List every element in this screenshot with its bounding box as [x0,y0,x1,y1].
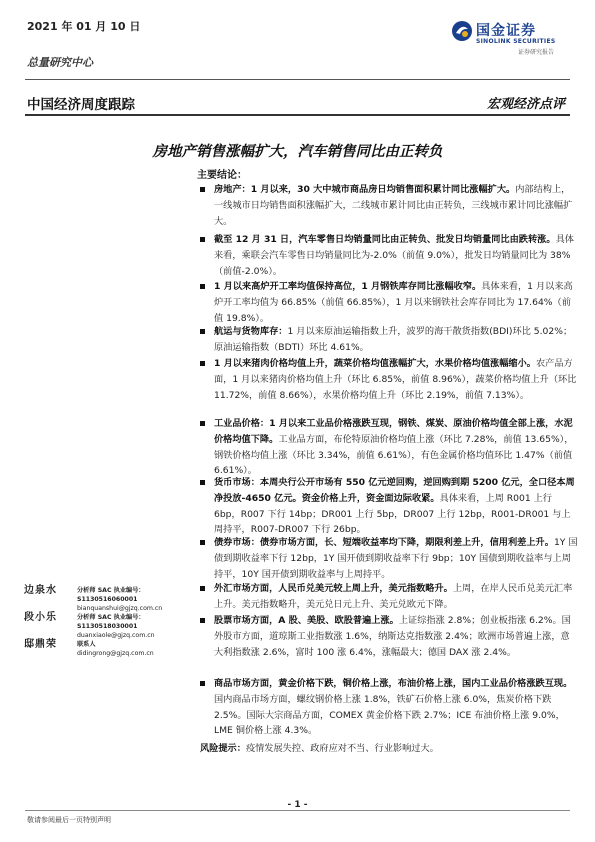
bullet-bold: 1 月以来猪肉价格均值上升，蔬菜价格均值涨幅扩大，水果价格均值涨幅缩小。 [214,358,536,369]
bullet-text: 具体来看，1 月以来高炉开工率均值为 66.85%（前值 66.85%），1 月以来钢铁社会库存同比为 17.64%（前值 19.8%）。 [214,281,573,324]
risk-warning [200,740,439,754]
logo-cn: 国金证券 [476,23,536,39]
analyst-role: 联系人 [77,641,96,648]
header-divider [25,79,570,80]
bullet-bold: 商品市场方面，黄金价格下跌，铜价格上涨，布油价格上涨，国内工业品价格涨跌互现。 [214,678,573,689]
analyst-name: 邸鼎荣 [24,639,57,650]
bullet-marker [200,480,205,485]
bullet-bold: 债券市场：债券市场方面，长、短端收益率均下降，期限利差上升，信用利差上升。 [214,537,554,548]
analyst-role: 分析师 SAC 执业编号：S1130518030001 [77,614,145,630]
bullet-text: 1Y 国债到期收益率下行 12bp，1Y 国开债到期收益率下行 9bp；10Y 国债到期收益率与上周持平，10Y 国开债到期收益率与上周持平。 [214,537,578,580]
report-series-title: 中国经济周度跟踪 [27,97,135,113]
bullet-agri [200,356,578,403]
risk-text: 疫情发展失控、政府应对不当、行业影响过大。 [245,743,439,754]
bullet-money [200,475,578,538]
main-conclusion-label: 主要结论： [197,170,247,181]
bullet-marker [200,237,205,242]
bullet-fx [200,581,578,613]
analyst-email: duanxiaole@gjzq.com.cn [77,632,155,639]
report-date: 2021 年 01 月 10 日 [27,20,141,33]
bullet-bold: 货币市场：本周央行公开市场有 550 亿元逆回购，逆回购到期 5200 亿元，全口径本周净投放-4650 亿元。资金价格上升，资金面边际收紧。 [214,477,575,504]
bullet-bond [200,535,578,582]
bullet-text: 具体来看，上周 R001 上行 6bp，R007 下行 14bp；DR001 上行 5bp，DR007 上行 12bp，R001-DR001 与上周持平，R007-DR007 下行 26bp。 [214,492,571,536]
headline: 房地产销售涨幅扩大，汽车销售同比由正转负 [152,144,443,160]
bullet-marker [200,540,205,545]
bullet-marker [200,421,205,426]
bullet-text: 工业品方面，布伦特原油价格均值上涨（环比 7.28%，前值 13.65%），钢铁价格均值上涨（环比 3.34%，前值 6.61%），有色金属价格均值环比 1.47%（前值 6.61%）。 [214,433,574,477]
bullet-bold: 外汇市场方面，人民币兑美元较上周上升，美元指数略升。 [214,583,453,594]
bullet-text: 国内商品市场方面，螺纹钢价格上涨 1.8%，铁矿石价格上涨 6.0%，焦炭价格下跌 2.5%。国际大宗商品方面，COMEX 黄金价格下跌 2.7%；ICE 布油价格上涨 9.0%，LME 铜价格上涨 4.3%。 [214,693,565,737]
logo-en: SINOLINK SECURITIES [476,38,556,45]
bullet-marker [200,187,205,192]
footer-disclaimer: 敬请参阅最后一页特别声明 [27,816,111,824]
sinolink-logo-icon [451,20,473,42]
logo-sub: 证券研究报告 [518,49,555,56]
bullet-text: 上周，在岸人民币兑美元汇率上升。美元指数略升，美元兑日元上升、美元兑欧元下降。 [214,583,573,610]
footer-divider [25,810,570,811]
bullet-bold: 1 月以来高炉开工率均值保持高位，1 月钢铁库存同比涨幅收窄。 [214,281,482,292]
bullet-equity [200,613,578,660]
page-number: - 1 - [287,800,308,810]
bullet-marker [200,361,205,366]
analyst-email: didingrong@gjzq.com.cn [77,650,154,657]
analyst-name: 边泉水 [24,585,57,596]
bullet-text: 1 月以来原油运输指数上升，波罗的海干散货指数(BDI)环比 5.02%；原油运输指数（BDTI）环比 4.61%。 [214,326,573,353]
bullet-industrial [200,416,578,479]
bullet-real-estate [200,182,578,229]
bullet-text: 上证综指涨 2.8%；创业板指涨 6.2%。国外股市方面，道琼斯工业指数涨 1.6%，纳斯达克指数涨 2.4%；欧洲市场普遍上涨，意大利指数涨 2.6%，富时 100 涨 6.4%，涨幅最大；德国 DAX 涨 2.4%。 [214,615,571,658]
bullet-text: 具体来看，乘联会汽车零售日均销量同比为-2.0%（前值 9.0%），批发日均销量同比为 38%（前值-2.0%）。 [214,234,574,277]
bullet-marker [200,681,205,686]
bullet-bold: 股票市场方面，A 股、美股、欧股普遍上涨。 [214,615,399,626]
analyst-role: 分析师 SAC 执业编号：S1130516060001 [77,587,145,603]
bullet-steel [200,279,578,326]
risk-label: 风险提示： [200,743,246,754]
department-label: 总量研究中心 [27,56,93,69]
bullet-commodity [200,676,578,739]
bullet-bold: 航运与货物库存： [214,326,288,337]
analyst-email: bianquanshui@gjzq.com.cn [77,605,163,612]
bullet-bold: 房地产：1 月以来，30 大中城市商品房日均销售面积累计同比涨幅扩大。 [214,184,516,195]
bullet-marker [200,329,205,334]
analyst-name: 段小乐 [24,612,57,623]
title-divider [25,114,570,116]
bullet-auto [200,232,578,279]
bullet-bold: 工业品价格：1 月以来工业品价格涨跌互现，钢铁、煤炭、原油价格均值全部上涨，水泥价格均值下降。 [214,418,573,445]
bullet-bold: 截至 12 月 31 日，汽车零售日均销量同比由正转负、批发日均销量同比由跌转涨。 [214,234,556,245]
bullet-marker [200,284,205,289]
bullet-text: 农产品方面，1 月以来猪肉价格均值上升（环比 6.85%，前值 8.96%），蔬菜价格均值上升（环比 11.72%，前值 8.66%），水果价格均值上升（环比 2.19%，前值 7.13%）。 [214,358,577,401]
report-type: 宏观经济点评 [486,97,565,112]
bullet-text: 内部结构上，一线城市日均销售面积涨幅扩大，二线城市累计同比由正转负，三线城市累计同比涨幅扩大。 [214,184,573,227]
bullet-shipping [200,324,578,356]
